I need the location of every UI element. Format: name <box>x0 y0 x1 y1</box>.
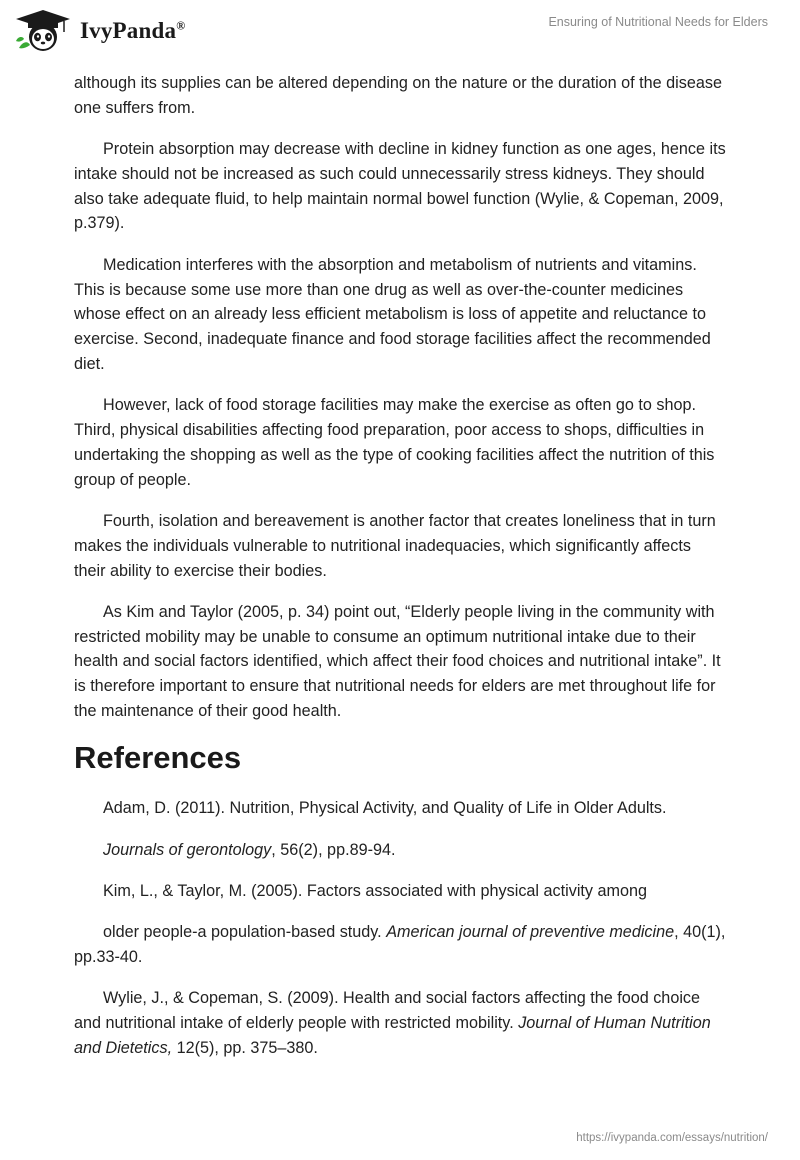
reference-text: older people-a population-based study. <box>103 923 387 942</box>
registered-mark: ® <box>176 18 186 33</box>
panda-graduate-icon <box>14 8 72 54</box>
reference-text: , 40(1), pp.33-40. <box>74 923 726 967</box>
reference-entry <box>74 838 726 863</box>
ivypanda-logo[interactable] <box>14 8 185 54</box>
paragraph: although its supplies can be altered depending on the nature or the duration of the disease one suffers from. <box>74 74 722 117</box>
reference-text: 12(5), pp. 375–380. <box>172 1038 318 1057</box>
journal-title: Journals of gerontology <box>103 840 272 859</box>
paragraph: Fourth, isolation and bereavement is another factor that creates loneliness that in turn makes the individuals vulnerable to nutritional inadequacies, which significantly affects their ability to exercise their bodies. <box>74 511 716 580</box>
journal-title: American journal of preventive medicine <box>386 923 675 942</box>
paragraph: As Kim and Taylor (2005, p. 34) point out, “Elderly people living in the community with restricted mobility may be unable to consume an optimum nutritional intake due to their health and social factors identified, which affect their food choices and nutritional intake”. It is therefore important to ensure that nutritional needs for elders are met throughout life for the maintenance of their good health. <box>74 602 721 721</box>
paragraph: Protein absorption may decrease with decline in kidney function as one ages, hence its intake should not be increased as such could unnecessarily stress kidneys. They should also take adequate fluid, to help maintain normal bowel function (Wylie, & Copeman, 2009, p.379). <box>74 140 726 233</box>
essay-content <box>74 71 726 1077</box>
reference-entry <box>74 920 726 970</box>
reference-entry <box>74 879 726 904</box>
page-header <box>0 0 800 70</box>
paragraph: Medication interferes with the absorption and metabolism of nutrients and vitamins. This is because some use more than one drug as well as over-the-counter medicines whose effect on an already less efficient metabolism is loss of appetite and reluctance to exercise. Second, inadequate finance and food storage facilities affect the recommended diet. <box>74 255 711 373</box>
reference-text: Kim, L., & Taylor, M. (2005). Factors associated with physical activity among <box>103 881 647 900</box>
source-url[interactable]: https://ivypanda.com/essays/nutrition/ <box>576 1132 768 1144</box>
reference-text: , 56(2), pp.89-94. <box>271 840 396 859</box>
journal-title: Journal of Human Nutrition and Dietetics, <box>74 1014 711 1057</box>
reference-entry <box>74 796 726 821</box>
paragraph: However, lack of food storage facilities may make the exercise as often go to shop. Third, physical disabilities affecting food preparation, poor access to shops, difficulties in undertaking the shopping as well as the type of cooking facilities affect the nutrition of this group of people. <box>74 396 715 489</box>
references-heading: References <box>74 740 242 776</box>
brand-name: IvyPanda <box>80 18 177 43</box>
reference-entry <box>74 986 726 1060</box>
reference-text: Wylie, J., & Copeman, S. (2009). Health and social factors affecting the food choice and nutritional intake of elderly people with restricted mobility. <box>74 989 701 1033</box>
reference-text: Adam, D. (2011). Nutrition, Physical Activity, and Quality of Life in Older Adults. <box>103 799 667 818</box>
essay-title: Ensuring of Nutritional Needs for Elders <box>548 15 768 29</box>
